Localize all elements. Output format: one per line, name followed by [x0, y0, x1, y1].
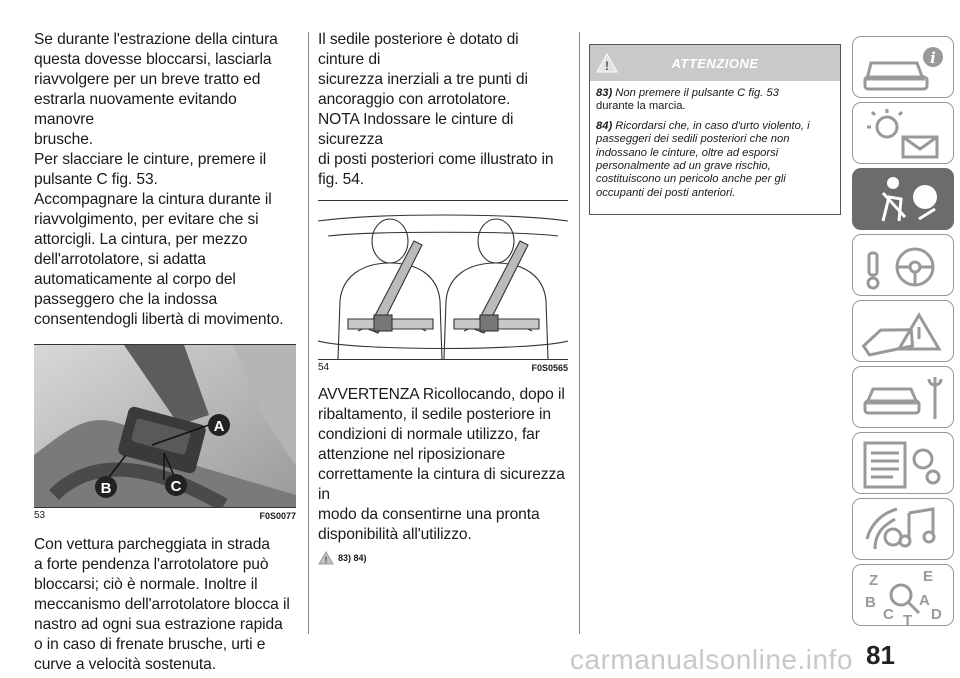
warning-reference	[318, 551, 568, 565]
column-middle	[318, 30, 568, 565]
svg-text:D: D	[931, 606, 942, 623]
col1.para2-line: curve a velocità sostenuta.	[34, 656, 216, 673]
attention-header	[590, 45, 840, 81]
column-divider	[308, 32, 309, 634]
tab-multimedia[interactable]	[852, 498, 954, 560]
col2.para2-line: ribaltamento, il sedile posteriore in	[318, 406, 551, 423]
tab-safety[interactable]	[852, 168, 954, 230]
callout-B	[95, 476, 117, 498]
svg-text:A: A	[919, 592, 930, 609]
tab-warning-lights[interactable]	[852, 102, 954, 164]
page-number: 81	[866, 640, 895, 670]
warning-ref-text: 83) 84)	[338, 553, 367, 563]
attention-item-84: 84) Ricordarsi che, in caso d'urto violento, i passeggeri dei sedili posteriori che non indossano le cinture, oltre ad esporsi personalmente ad un grave rischio, costituiscono un pericolo anche per gli occupanti dei posti anteriori.	[596, 119, 810, 199]
col2.para2-line: condizioni di normale utilizzo, far	[318, 426, 540, 443]
col1.para1-line: brusche.	[34, 131, 94, 148]
svg-text:B: B	[865, 594, 876, 611]
warning-triangle-icon	[318, 551, 334, 565]
col2.para1-line: NOTA Indossare le cinture di sicurezza	[318, 111, 514, 148]
col1.para1-line: riavvolgimento, per evitare che si	[34, 211, 259, 228]
paragraph-retractor-release	[34, 30, 296, 330]
figure-53-caption	[34, 508, 296, 523]
tab-starting-driving[interactable]	[852, 234, 954, 296]
figure-53-image	[34, 345, 296, 507]
tab-technical-data[interactable]	[852, 432, 954, 494]
svg-text:A: A	[213, 418, 225, 435]
svg-text:T: T	[903, 612, 913, 627]
col1.para1-line: estrarla nuovamente evitando manovre	[34, 91, 237, 128]
svg-text:B: B	[100, 480, 112, 497]
svg-text:E: E	[923, 568, 934, 585]
attention-item-83: 83) Non premere il pulsante C fig. 53 durante la marcia.	[596, 87, 779, 113]
svg-text:i: i	[930, 49, 936, 67]
column-left	[34, 30, 296, 675]
svg-text:!: !	[605, 59, 609, 73]
seatbelt-airbag-icon	[853, 169, 955, 231]
col1.para1-line: passeggero che la indossa	[34, 291, 218, 308]
col1.para1-line: automaticamente al corpo del	[34, 271, 236, 288]
figure-54-caption	[318, 360, 568, 375]
attention-body	[590, 81, 840, 214]
col1.para1-line: attorcigli. La cintura, per mezzo	[34, 231, 248, 248]
warning-lights-icon	[853, 103, 955, 165]
col2.para1-line: fig. 54.	[318, 171, 365, 188]
col1.para2-line: a forte pendenza l'arrotolatore può	[34, 556, 269, 573]
paragraph-avvertenza	[318, 385, 568, 545]
col1.para2-line: nastro ad ogni sua estrazione rapida	[34, 616, 283, 633]
svg-text:!: !	[324, 555, 328, 565]
figure-number: 53	[34, 510, 46, 521]
col2.para2-line: attenzione nel riposizionare	[318, 446, 506, 463]
technical-data-icon	[853, 433, 955, 495]
svg-text:Z: Z	[869, 572, 879, 589]
col1.para1-line: riavvolgere per un breve tratto ed	[34, 71, 261, 88]
svg-text:C: C	[883, 606, 894, 623]
col1.para1-line: pulsante C fig. 53.	[34, 171, 158, 188]
paragraph-rear-seatbelts	[318, 30, 568, 190]
watermark: carmanualsonline.info	[570, 644, 853, 675]
col2.para2-line: disponibilità all'utilizzo.	[318, 526, 472, 543]
callout-C	[165, 474, 187, 496]
steering-wheel-icon	[853, 235, 955, 297]
figure-code: F0S0565	[531, 363, 568, 373]
figure-54-image	[318, 201, 568, 359]
figure-53	[34, 344, 296, 523]
col2.para2-line: AVVERTENZA Ricollocando, dopo il	[318, 386, 565, 403]
attention-title: ATTENZIONE	[671, 56, 759, 71]
figure-code: F0S0077	[259, 511, 296, 521]
multimedia-icon	[853, 499, 955, 561]
col1.para1-line: Accompagnare la cintura durante il	[34, 191, 272, 208]
figure-number: 54	[318, 362, 330, 373]
col1.para2-line: Con vettura parcheggiata in strada	[34, 536, 270, 553]
callout-A	[208, 414, 230, 436]
tab-maintenance[interactable]	[852, 366, 954, 428]
column-divider	[579, 32, 580, 634]
maintenance-icon	[853, 367, 955, 429]
svg-text:C: C	[170, 478, 182, 495]
col1.para1-line: consentendogli libertà di movimento.	[34, 311, 284, 328]
col2.para1-line: Il sedile posteriore è dotato di cinture di	[318, 31, 519, 68]
emergency-icon	[853, 301, 955, 363]
attention-box	[589, 44, 841, 215]
tab-index[interactable]	[852, 564, 954, 626]
col2.para1-line: sicurezza inerziali a tre punti di	[318, 71, 528, 88]
col2.para2-line: modo da consentirne una pronta	[318, 506, 540, 523]
col1.para2-line: bloccarsi; ciò è normale. Inoltre il	[34, 576, 258, 593]
col1.para2-line: meccanismo dell'arrotolatore blocca il	[34, 596, 290, 613]
paragraph-retractor-lock	[34, 535, 296, 675]
car-info-icon	[853, 37, 955, 99]
col2.para1-line: di posti posteriori come illustrato in	[318, 151, 554, 168]
col1.para2-line: o in caso di frenate brusche, urti e	[34, 636, 266, 653]
col1.para1-line: Se durante l'estrazione della cintura	[34, 31, 278, 48]
figure-54	[318, 200, 568, 375]
col2.para2-line: correttamente la cintura di sicurezza in	[318, 466, 565, 503]
col2.para1-line: ancoraggio con arrotolatore.	[318, 91, 511, 108]
tab-emergency[interactable]	[852, 300, 954, 362]
col1.para1-line: questa dovesse bloccarsi, lasciarla	[34, 51, 272, 68]
col1.para1-line: Per slacciare le cinture, premere il	[34, 151, 267, 168]
tab-car-info[interactable]	[852, 36, 954, 98]
col1.para1-line: dell'arrotolatore, si adatta	[34, 251, 206, 268]
index-icon	[853, 565, 955, 627]
